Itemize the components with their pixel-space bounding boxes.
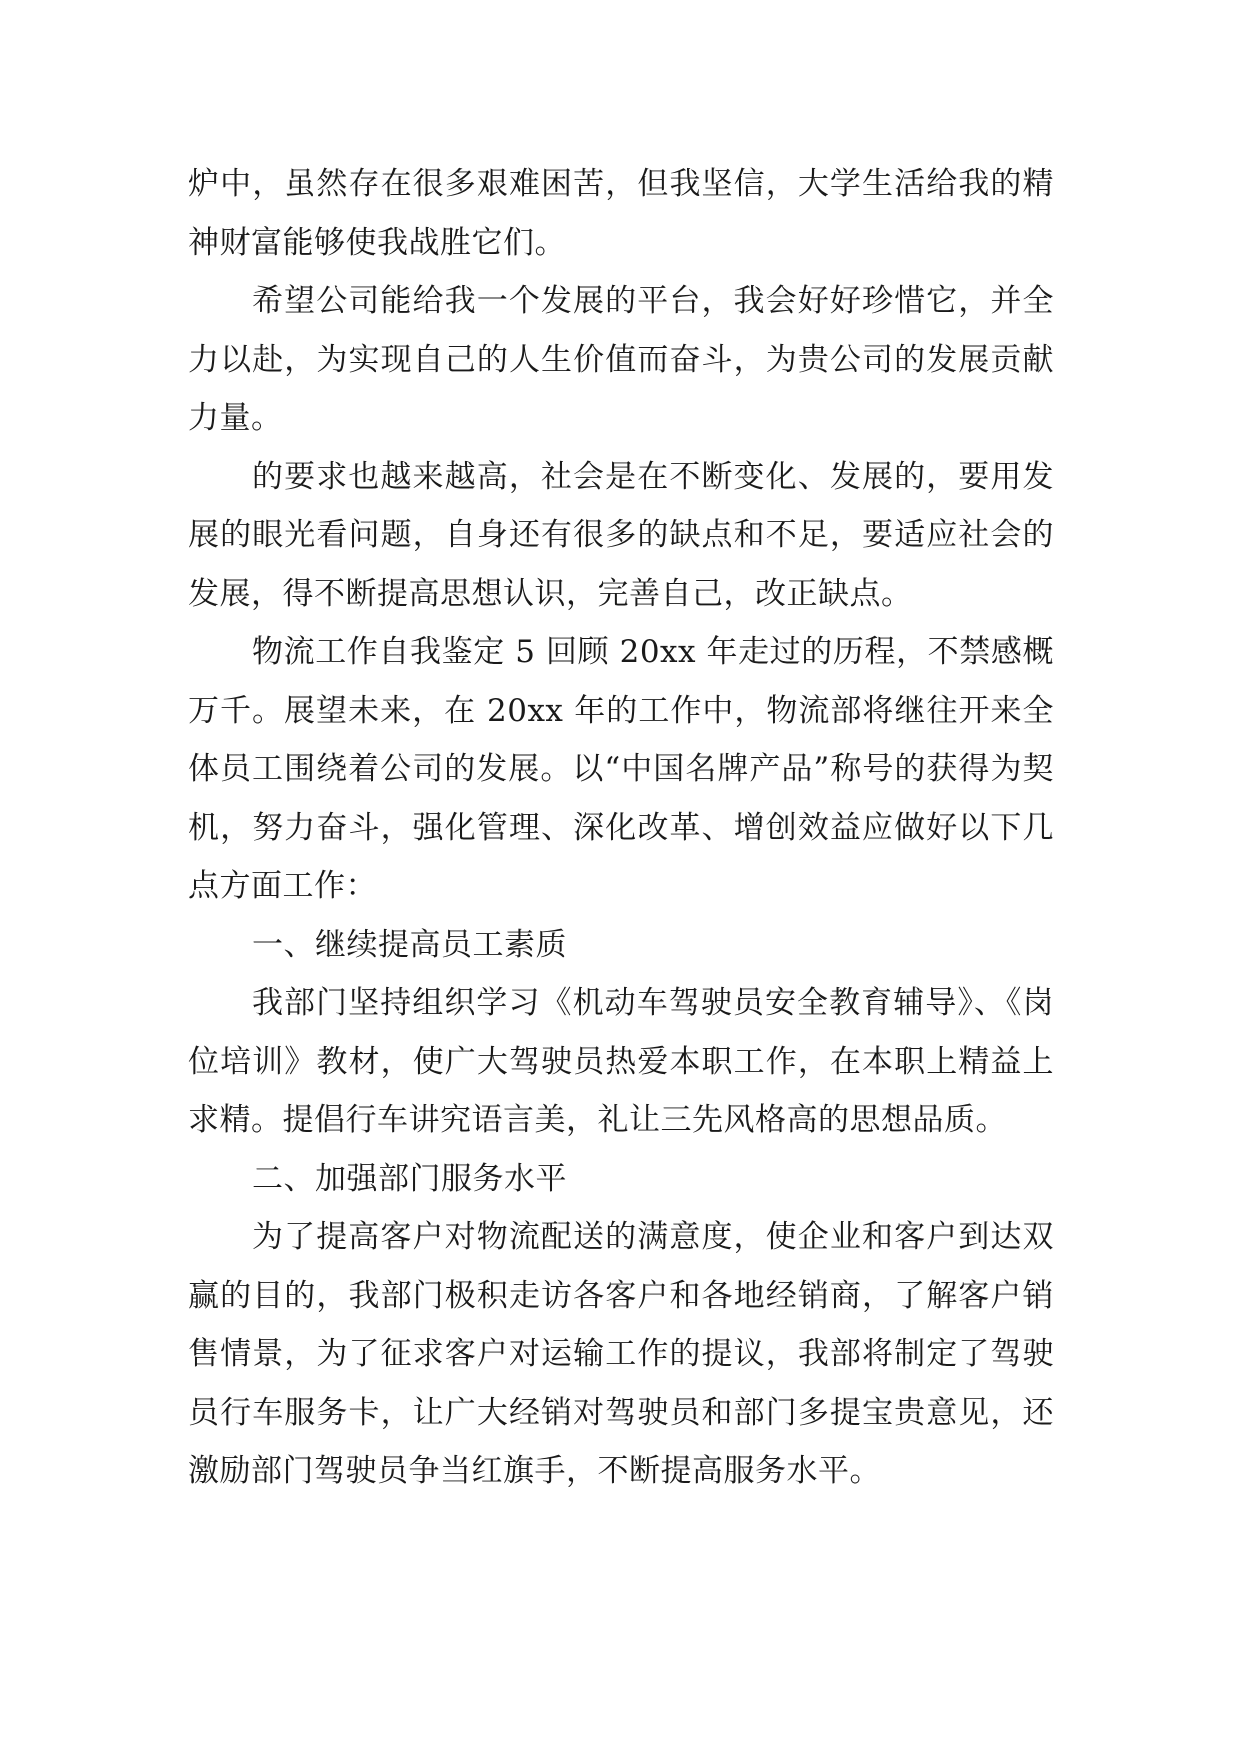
paragraph-customer-service: 为了提高客户对物流配送的满意度，使企业和客户到达双赢的目的，我部门极积走访各客户和各地经销商，了解客户销售情景，为了征求客户对运输工作的提议，我部将制定了驾驶员行车服务卡，让广大经销对驾驶员和部门多提宝贵意见，还激励部门驾驶员争当红旗手，不断提高服务水平。 — [188, 1219, 1054, 1489]
paragraph-logistics-review: 物流工作自我鉴定 5 回顾 20xx 年走过的历程，不禁感概万千。展望未来，在 20xx 年的工作中，物流部将继往开来全体员工围绕着公司的发展。以“中国名牌产品”称号的获得为契机，努力奋斗，强化管理、深化改革、增创效益应做好以下几点方面工作： — [188, 634, 1054, 904]
paragraph-requirements: 的要求也越来越高，社会是在不断变化、发展的，要用发展的眼光看问题，自身还有很多的缺点和不足，要适应社会的发展，得不断提高思想认识，完善自己，改正缺点。 — [188, 458, 1054, 612]
paragraph-hope-platform: 希望公司能给我一个发展的平台，我会好好珍惜它，并全力以赴，为实现自己的人生价值而奋斗，为贵公司的发展贡献力量。 — [188, 283, 1054, 436]
section-heading-staff-quality: 一、继续提高员工素质 — [252, 926, 567, 963]
document-page — [188, 155, 1054, 1501]
paragraph-staff-training: 我部门坚持组织学习《机动车驾驶员安全教育辅导》、《岗位培训》教材，使广大驾驶员热爱本职工作，在本职上精益上求精。提倡行车讲究语言美，礼让三先风格高的思想品质。 — [188, 985, 1054, 1138]
paragraph-continuation: 炉中，虽然存在很多艰难困苦，但我坚信，大学生活给我的精神财富能够使我战胜它们。 — [188, 166, 1054, 261]
section-heading-service-level: 二、加强部门服务水平 — [252, 1160, 567, 1197]
